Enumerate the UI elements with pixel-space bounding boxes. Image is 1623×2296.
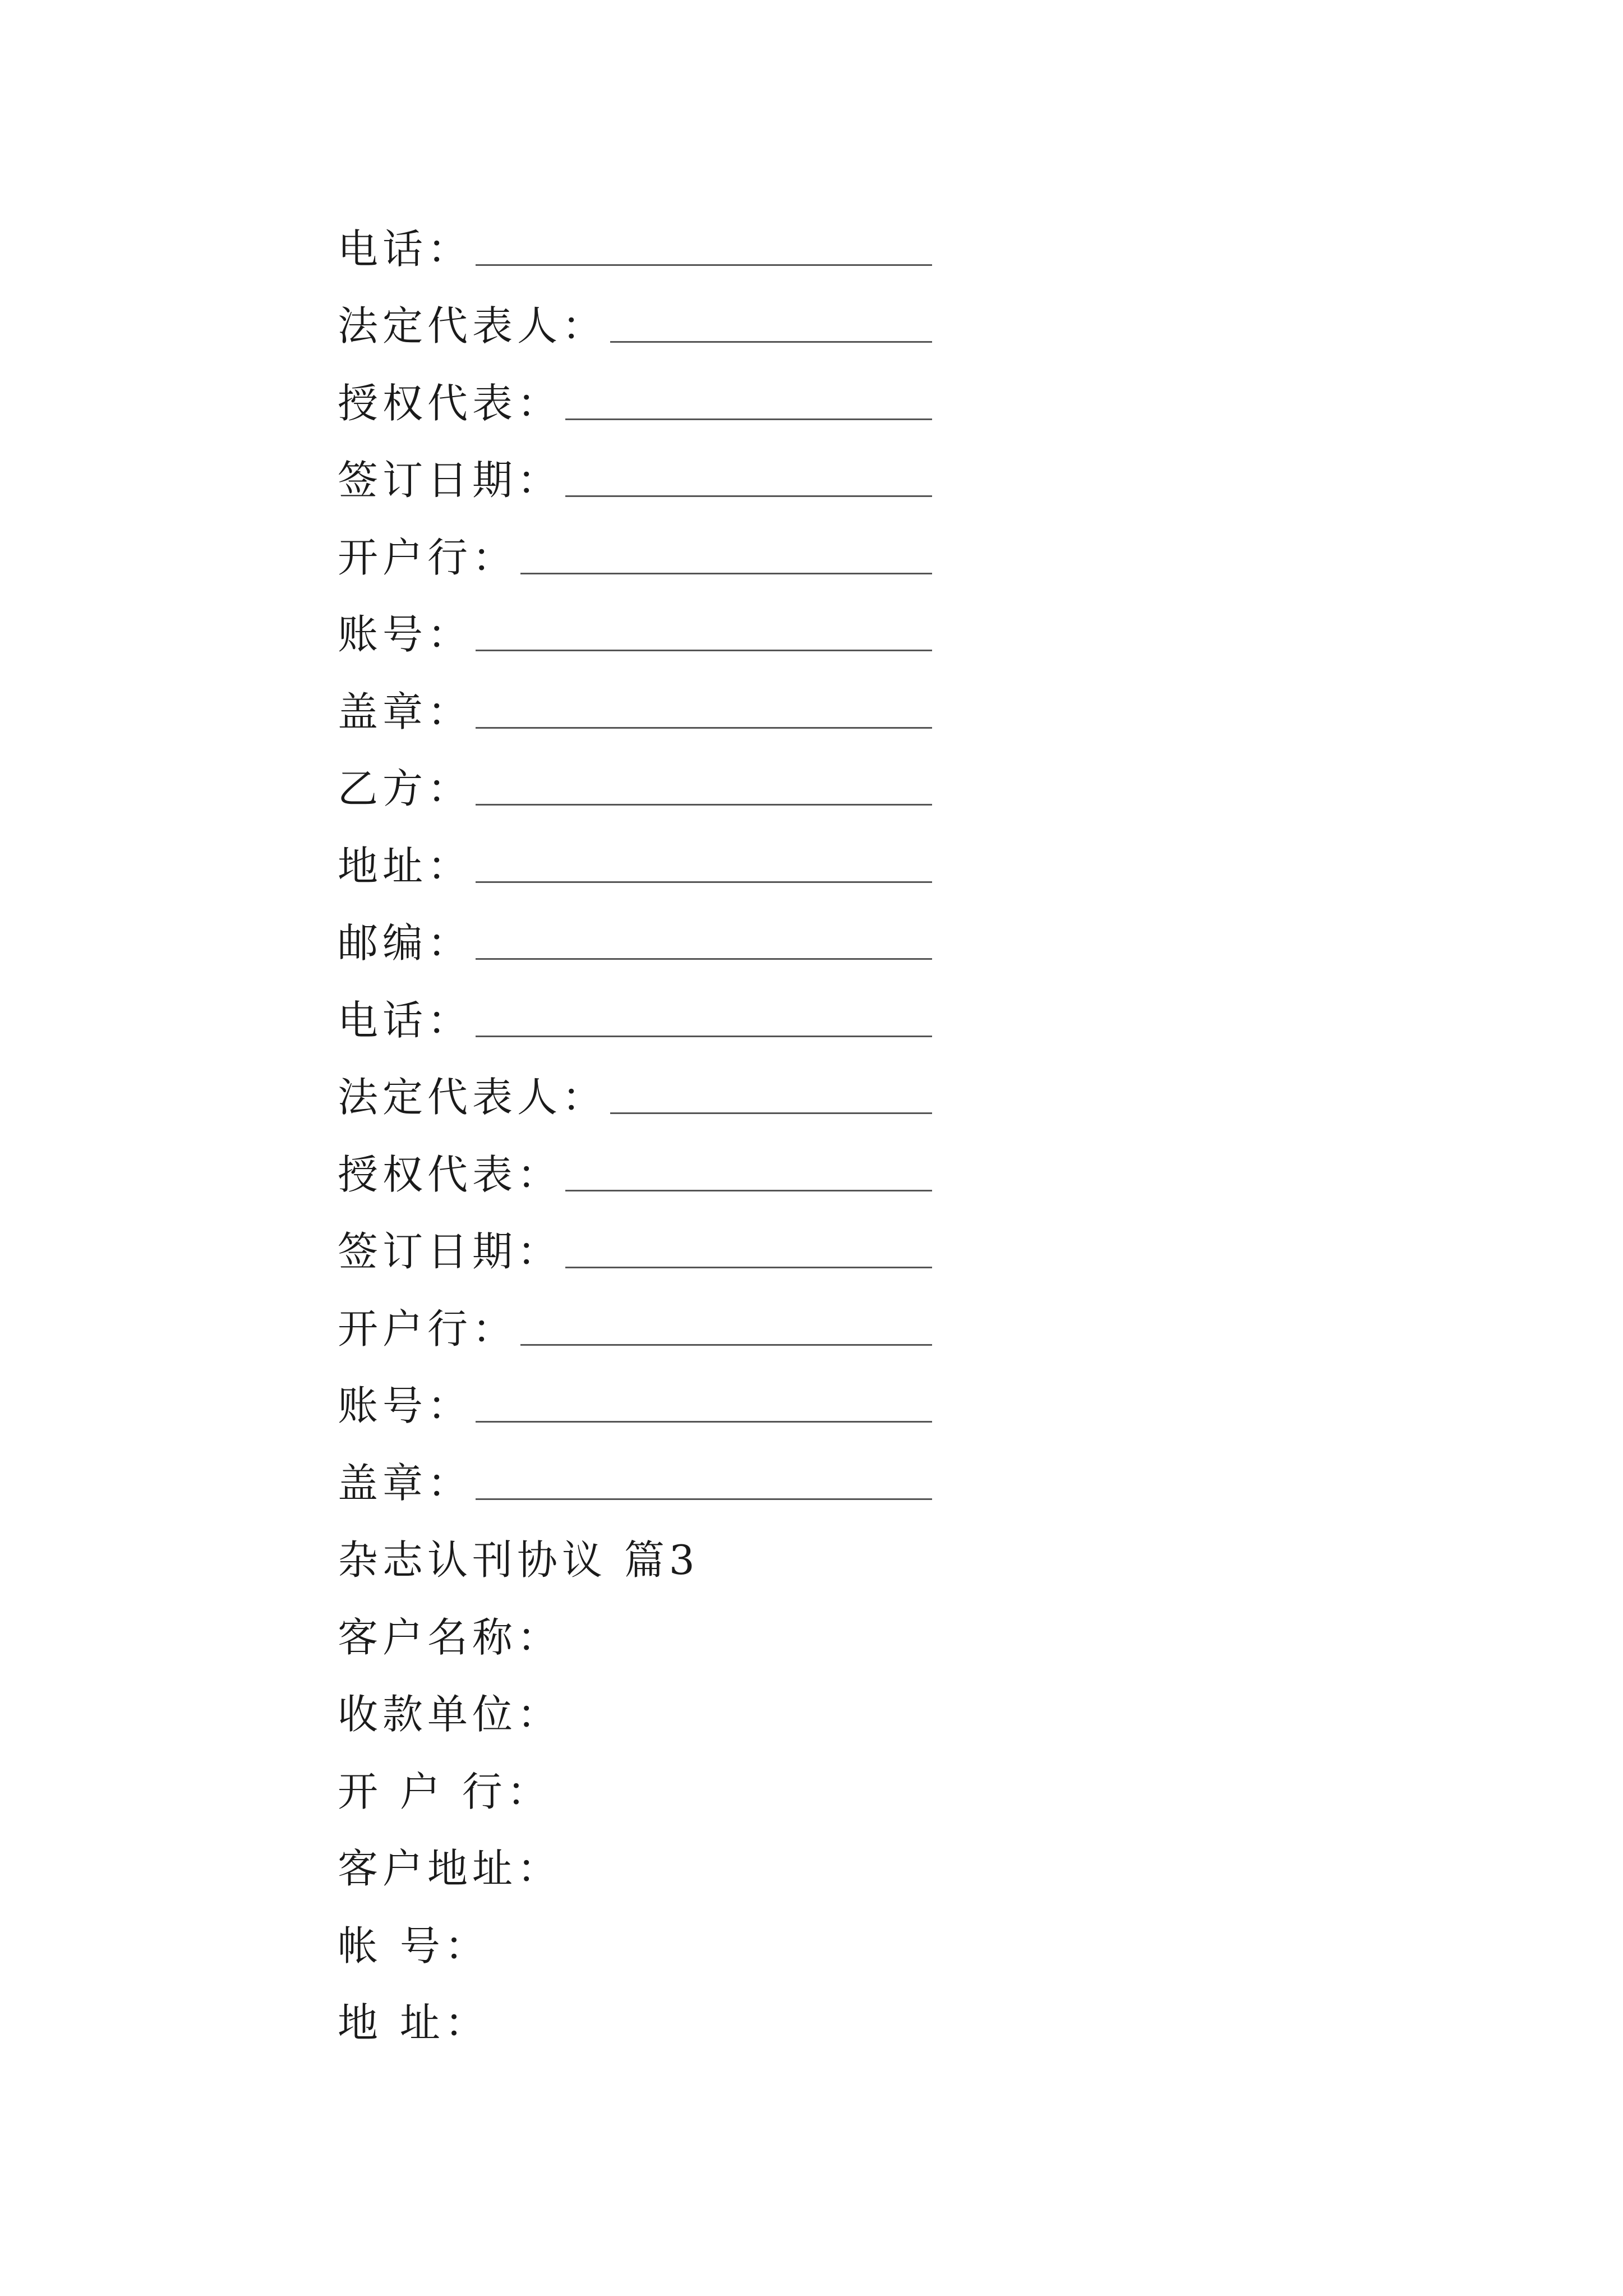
- field-row-bank: [338, 516, 932, 593]
- field-row-address: [338, 825, 932, 902]
- field-label: 法定代表人：: [338, 302, 607, 349]
- fill-in-blank-line: [476, 881, 932, 883]
- field-row-authorized-representative: [338, 362, 932, 439]
- field-label: 签订日期：: [338, 457, 562, 504]
- field-label: 地 址：: [338, 1999, 490, 2046]
- fill-in-blank-line: [476, 1498, 932, 1500]
- field-label: 账号：: [338, 611, 473, 658]
- field-label: 账号：: [338, 1382, 473, 1429]
- field-label: 邮编：: [338, 919, 473, 967]
- fill-in-blank-line: [520, 1344, 932, 1346]
- fill-in-blank-line: [565, 418, 932, 420]
- field-label: 帐 号：: [338, 1922, 490, 1970]
- field-label: 授权代表：: [338, 1151, 562, 1198]
- field-row-address: [338, 1982, 932, 2059]
- fill-in-blank-line: [565, 1267, 932, 1268]
- field-label: 签订日期：: [338, 1228, 562, 1275]
- field-label: 客户地址：: [338, 1845, 562, 1892]
- field-row-account: [338, 1365, 932, 1442]
- fill-in-blank-line: [565, 1190, 932, 1191]
- field-row-customer-name: [338, 1596, 932, 1673]
- field-label: 盖章：: [338, 688, 473, 735]
- fill-in-blank-line: [520, 573, 932, 574]
- field-row-phone: [338, 979, 932, 1056]
- page-content: [338, 208, 932, 2059]
- field-label: 法定代表人：: [338, 1074, 607, 1121]
- field-row-account: [338, 593, 932, 671]
- field-row-party-b: [338, 748, 932, 825]
- fill-in-blank-line: [610, 341, 932, 343]
- fill-in-blank-line: [476, 804, 932, 806]
- fill-in-blank-line: [476, 1036, 932, 1037]
- field-row-bank: [338, 1750, 932, 1828]
- fill-in-blank-line: [476, 958, 932, 960]
- section-title: 杂志认刊协议 篇3: [338, 1536, 699, 1584]
- field-row-payee: [338, 1673, 932, 1751]
- field-row-seal: [338, 670, 932, 748]
- field-row-legal-representative: [338, 285, 932, 362]
- fill-in-blank-line: [476, 1421, 932, 1423]
- field-label: 地址：: [338, 842, 473, 890]
- field-row-signing-date: [338, 1211, 932, 1288]
- field-row-phone: [338, 208, 932, 285]
- field-label: 电话：: [338, 225, 473, 273]
- section-heading: [338, 1519, 932, 1596]
- fill-in-blank-line: [610, 1112, 932, 1114]
- field-label: 乙方：: [338, 765, 473, 812]
- fill-in-blank-line: [476, 650, 932, 651]
- field-label: 开 户 行：: [338, 1768, 552, 1815]
- field-label: 授权代表：: [338, 379, 562, 427]
- fill-in-blank-line: [476, 727, 932, 729]
- field-row-bank: [338, 1287, 932, 1365]
- field-row-postcode: [338, 902, 932, 979]
- field-row-legal-representative: [338, 1056, 932, 1134]
- field-label: 电话：: [338, 996, 473, 1044]
- field-label: 客户名称：: [338, 1613, 562, 1661]
- field-label: 盖章：: [338, 1459, 473, 1507]
- field-label: 开户行：: [338, 1305, 518, 1352]
- field-row-customer-address: [338, 1828, 932, 1905]
- field-label: 开户行：: [338, 533, 518, 581]
- fill-in-blank-line: [565, 495, 932, 497]
- field-row-signing-date: [338, 439, 932, 517]
- field-label: 收款单位：: [338, 1691, 562, 1738]
- field-row-authorized-representative: [338, 1133, 932, 1211]
- field-row-seal: [338, 1442, 932, 1519]
- fill-in-blank-line: [476, 264, 932, 266]
- field-row-account: [338, 1904, 932, 1982]
